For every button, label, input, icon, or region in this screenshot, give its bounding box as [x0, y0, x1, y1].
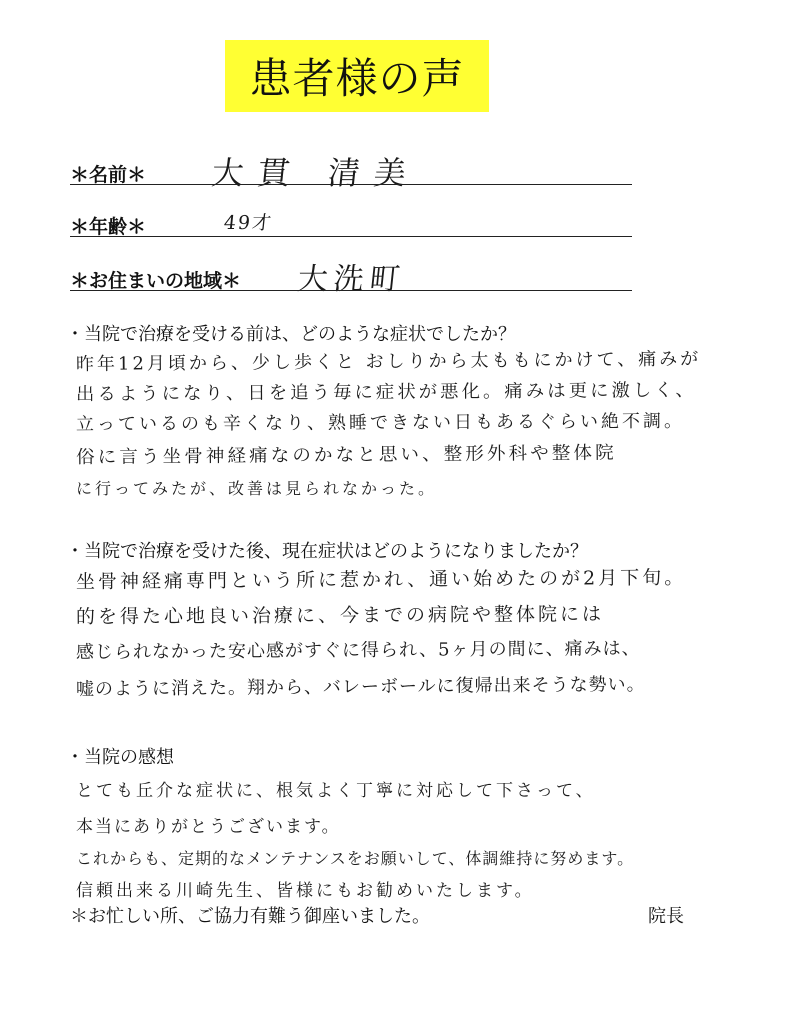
- age-value: 49才: [222, 212, 275, 234]
- answer-after-line-2: 的を得た心地良い治療に、今までの病院や整体院には: [75, 603, 605, 628]
- question-clinic-impression: ・当院の感想: [66, 747, 174, 768]
- impression-line-4: 信頼出来る川崎先生、皆様にもお勧めいたします。: [76, 881, 535, 901]
- closing-message: ＊お忙しい所、ご協力有難う御座いました。: [70, 906, 430, 927]
- answer-after-line-3: 感じられなかった安心感がすぐに得られ、5ヶ月の間に、痛みは、: [75, 638, 641, 663]
- impression-line-1: とても丘介な症状に、根気よく丁寧に対応して下さって、: [76, 781, 596, 801]
- age-underline: [70, 236, 632, 237]
- age-label: ＊年齢＊: [70, 216, 147, 238]
- answer-after-line-1: 坐骨神経痛専門という所に惹かれ、通い始めたのが2月下旬。: [75, 566, 687, 593]
- area-underline: [70, 290, 632, 291]
- answer-before-line-4: 俗に言う坐骨神経痛なのかなと思い、整形外科や整体院: [75, 442, 617, 468]
- impression-line-3: これからも、定期的なメンテナンスをお願いして、体調維持に努めます。: [76, 849, 635, 868]
- question-before-treatment: ・当院で治療を受ける前は、どのような症状でしたか？: [66, 324, 516, 345]
- name-value: 大貫 清美: [209, 154, 422, 192]
- page-title: 患者様の声: [249, 54, 465, 103]
- answer-after-line-4: 嘘のように消えた。翔から、バレーボールに復帰出来そうな勢い。: [75, 674, 646, 700]
- area-label: ＊お住まいの地域＊: [70, 270, 242, 292]
- director-signature: 院長: [648, 906, 684, 927]
- answer-before-line-2: 出るようになり、日を追う毎に症状が悪化。痛みは更に激しく、: [75, 379, 697, 405]
- question-after-treatment: ・当院で治療を受けた後、現在症状はどのようになりましたか？: [66, 541, 588, 562]
- answer-before-line-5: に行ってみたが、改善は見られなかった。: [76, 479, 438, 498]
- name-label: ＊名前＊: [70, 164, 147, 186]
- area-value: 大洗町: [295, 262, 408, 297]
- answer-before-line-1: 昨年12月頃から、少し歩くと おしりから太ももにかけて、痛みが: [75, 348, 702, 375]
- answer-before-line-3: 立っているのも辛くなり、熟睡できない日もあるぐらい絶不調。: [75, 410, 686, 435]
- title-banner: [225, 40, 489, 112]
- impression-line-2: 本当にありがとうございます。: [76, 817, 341, 837]
- name-underline: [70, 184, 632, 185]
